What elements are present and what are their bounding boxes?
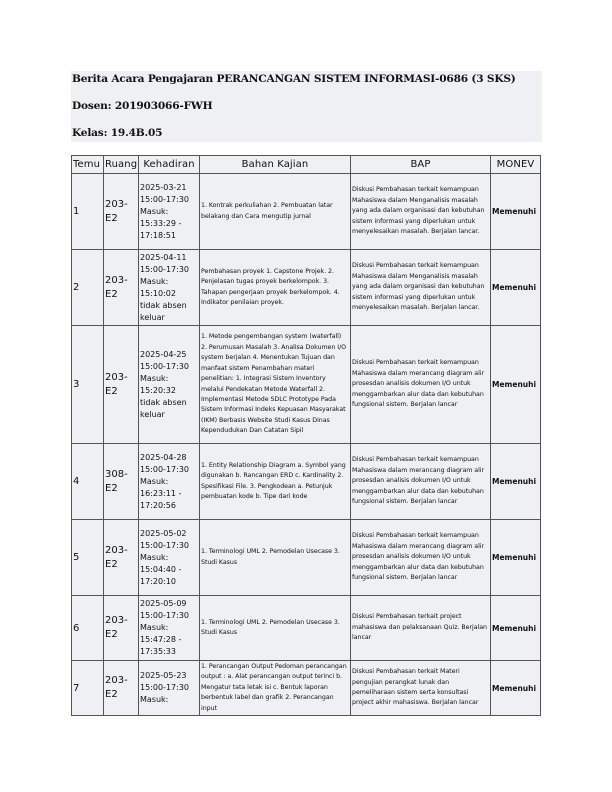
cell-bahan-kajian: 1. Perancangan Output Pedoman perancangan output : a. Alat perancangan output terinci b. Mengatur tata letak isi c. Bentuk laporan berbentuk label dan grafik 2. Perancangan input [200,661,351,716]
cell-kehadiran: 2025-05-23 15:00-17:30 Masuk: [139,661,200,716]
cell-kehadiran: 2025-05-09 15:00-17:30 Masuk: 15:47:28 - 17:35:33 [139,596,200,661]
cell-bahan-kajian: 1. Metode pengembangan system (waterfall) 2. Perumusan Masalah 3. Analisa Dokumen I/O system berjalan 4. Menentukan Tujuan dan manfaat sistem Penambahan materi penelitian: 1. Integrasi Sistem Inventory melalui Pendekatan Metode Waterfall 2. Implementasi Metode SDLC Prototype Pada Sistem Informasi Indeks Kepuasan Masyarakat (IKM) Berbasis Website Studi Kasus Dinas Kependudukan Dan Catatan Sipil [200,326,351,444]
cell-ruang: 203-E2 [104,174,139,250]
cell-bap: Diskusi Pembahasan terkait project mahasiswa dan pelaksanaan Quiz. Berjalan lancar [351,596,491,661]
cell-temu: 4 [72,444,104,520]
cell-temu: 2 [72,250,104,326]
cell-kehadiran: 2025-05-02 15:00-17:30 Masuk: 15:04:40 - 17:20:10 [139,520,200,596]
cell-bap: Diskusi Pembahasan terkait kemampuan Mahasiswa dalam merancang diagram alir prosesdan analisis dokumen I/O untuk menggambarkan alur data dan kebutuhan fungsional sistem. Berjalan lancar [351,326,491,444]
cell-monev: Memenuhi [491,596,541,661]
cell-kehadiran: 2025-04-25 15:00-17:30 Masuk: 15:20:32 tidak absen keluar [139,326,200,444]
table-row [72,326,541,444]
cell-monev: Memenuhi [491,174,541,250]
header-bap: BAP [351,156,491,174]
cell-ruang: 203-E2 [104,661,139,716]
table-row [72,661,541,716]
cell-bap: Diskusi Pembahasan terkait kemampuan Mahasiswa dalam merancang diagram alir prosesdan analisis dokumen I/O untuk menggambarkan alur data dan kebutuhan fungsional sistem. Berjalan lancar [351,444,491,520]
cell-ruang: 308-E2 [104,444,139,520]
cell-bahan-kajian: Pembahasan proyek 1. Capstone Projek. 2. Penjelasan tugas proyek berkelompok. 3. Tahapan pengerjaan proyek berkelompok. 4. Indikator penilaian proyek. [200,250,351,326]
cell-ruang: 203-E2 [104,250,139,326]
cell-ruang: 203-E2 [104,596,139,661]
table-row [72,520,541,596]
cell-temu: 7 [72,661,104,716]
document-header [71,71,542,142]
header-bahan-kajian: Bahan Kajian [200,156,351,174]
cell-monev: Memenuhi [491,326,541,444]
cell-kehadiran: 2025-04-11 15:00-17:30 Masuk: 15:10:02 tidak absen keluar [139,250,200,326]
lecturer-id: Dosen: 201903066-FWH [72,100,213,112]
table-header-row [72,156,541,174]
header-temu: Temu [72,156,104,174]
header-monev: MONEV [491,156,541,174]
cell-monev: Memenuhi [491,520,541,596]
header-kehadiran: Kehadiran [139,156,200,174]
cell-bahan-kajian: 1. Entity Relationship Diagram a. Symbol yang digunakan b. Rancangan ERD c. Kardinality 2. Spesifikasi File. 3. Pengkodean a. Petunjuk pembuatan kode b. Tipe dari kode [200,444,351,520]
cell-temu: 3 [72,326,104,444]
cell-bahan-kajian: 1. Kontrak perkuliahan 2. Pembuatan latar belakang dan Cara mengutip jurnal [200,174,351,250]
cell-monev: Memenuhi [491,661,541,716]
cell-bap: Diskusi Pembahasan terkait kemampuan Mahasiswa dalam Menganalisis masalah yang ada dalam organisasi dan kebutuhan sistem informasi yang diperlukan untuk menyelesaikan masalah. Berjalan lancar. [351,174,491,250]
cell-bahan-kajian: 1. Terminologi UML 2. Pemodelan Usecase 3. Studi Kasus [200,520,351,596]
table-row [72,444,541,520]
class-id: Kelas: 19.4B.05 [72,127,163,139]
header-ruang: Ruang [104,156,139,174]
cell-bap: Diskusi Pembahasan terkait kemampuan Mahasiswa dalam Menganalisis masalah yang ada dalam organisasi dan kebutuhan sistem informasi yang diperlukan untuk menyelesaikan masalah. Berjalan lancar. [351,250,491,326]
cell-temu: 5 [72,520,104,596]
cell-bap: Diskusi Pembahasan terkait Materi pengujian perangkat lunak dan pemeliharaan sistem serta konsultasi project akhir mahasiswa. Berjalan lancar [351,661,491,716]
cell-temu: 1 [72,174,104,250]
cell-kehadiran: 2025-04-28 15:00-17:30 Masuk: 16:23:11 - 17:20:56 [139,444,200,520]
cell-bap: Diskusi Pembahasan terkait kemampuan Mahasiswa dalam merancang diagram alir prosesdan analisis dokumen I/O untuk menggambarkan alur data dan kebutuhan fungsional sistem. Berjalan lancar [351,520,491,596]
cell-monev: Memenuhi [491,250,541,326]
cell-kehadiran: 2025-03-21 15:00-17:30 Masuk: 15:33:29 - 17:18:51 [139,174,200,250]
cell-monev: Memenuhi [491,444,541,520]
cell-bahan-kajian: 1. Terminologi UML 2. Pemodelan Usecase 3. Studi Kasus [200,596,351,661]
table-row [72,596,541,661]
cell-ruang: 203-E2 [104,520,139,596]
cell-temu: 6 [72,596,104,661]
table-row [72,174,541,250]
teaching-report-table [71,155,541,716]
document-title: Berita Acara Pengajaran PERANCANGAN SISTEM INFORMASI-0686 (3 SKS) [72,73,516,85]
cell-ruang: 203-E2 [104,326,139,444]
table-row [72,250,541,326]
